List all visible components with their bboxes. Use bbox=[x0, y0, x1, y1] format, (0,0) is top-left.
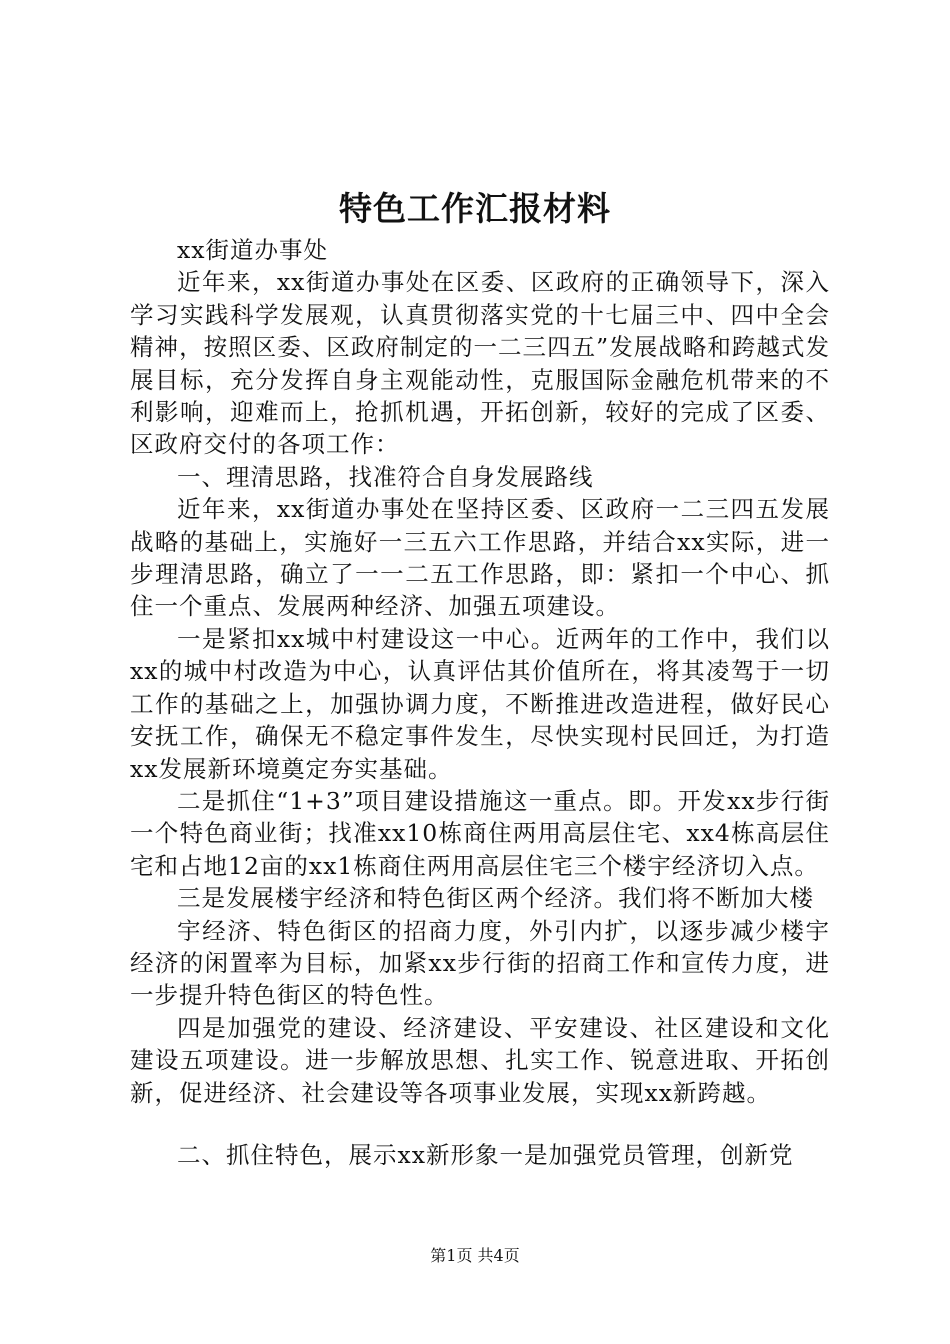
paragraph: 宇经济、特色街区的招商力度，外引内扩，以逐步减少楼宇经济的闲置率为目标，加紧xx步行街的招商工作和宣传力度，进一步提升特色街区的特色性。 bbox=[130, 916, 830, 1010]
paragraph: 四是加强党的建设、经济建设、平安建设、社区建设和文化建设五项建设。进一步解放思想、扎实工作、锐意进取、开拓创新，促进经济、社会建设等各项事业发展，实现xx新跨越。 bbox=[130, 1013, 830, 1107]
paragraph: 二是抓住“1+3”项目建设措施这一重点。即。开发xx步行街一个特色商业街；找准xx10栋商住两用高层住宅、xx4栋高层住宅和占地12亩的xx1栋商住两用高层住宅三个楼宇经济切入点。 bbox=[130, 786, 830, 880]
paragraph: 近年来，xx街道办事处在区委、区政府的正确领导下，深入学习实践科学发展观，认真贯彻落实党的十七届三中、四中全会精神，按照区委、区政府制定的一二三四五”发展战略和跨越式发展目标，充分发挥自身主观能动性，克服国际金融危机带来的不利影响，迎难而上，抢抓机遇，开拓创新，较好的完成了区委、区政府交付的各项工作： bbox=[130, 268, 830, 459]
page-number-footer: 第1页 共4页 bbox=[430, 1246, 520, 1265]
document-body bbox=[130, 234, 830, 1171]
document-title: 特色工作汇报材料 bbox=[339, 189, 611, 228]
author-line: xx街道办事处 bbox=[177, 236, 329, 264]
paragraph: 一是紧扣xx城中村建设这一中心。近两年的工作中，我们以xx的城中村改造为中心，认真评估其价值所在，将其凌驾于一切工作的基础之上，加强协调力度，不断推进改造进程，做好民心安抚工作，确保无不稳定事件发生，尽快实现村民回迁，为打造xx发展新环境奠定夯实基础。 bbox=[130, 624, 830, 783]
paragraph: 三是发展楼宇经济和特色街区两个经济。我们将不断加大楼 bbox=[177, 884, 814, 913]
section-heading: 一、理清思路，找准符合自身发展路线 bbox=[177, 462, 594, 491]
section-heading: 二、抓住特色，展示xx新形象一是加强党员管理，创新党 bbox=[177, 1140, 794, 1169]
paragraph: 近年来，xx街道办事处在坚持区委、区政府一二三四五发展战略的基础上，实施好一三五六工作思路，并结合xx实际，进一步理清思路，确立了一一二五工作思路，即：紧扣一个中心、抓住一个重点、发展两种经济、加强五项建设。 bbox=[130, 495, 830, 621]
